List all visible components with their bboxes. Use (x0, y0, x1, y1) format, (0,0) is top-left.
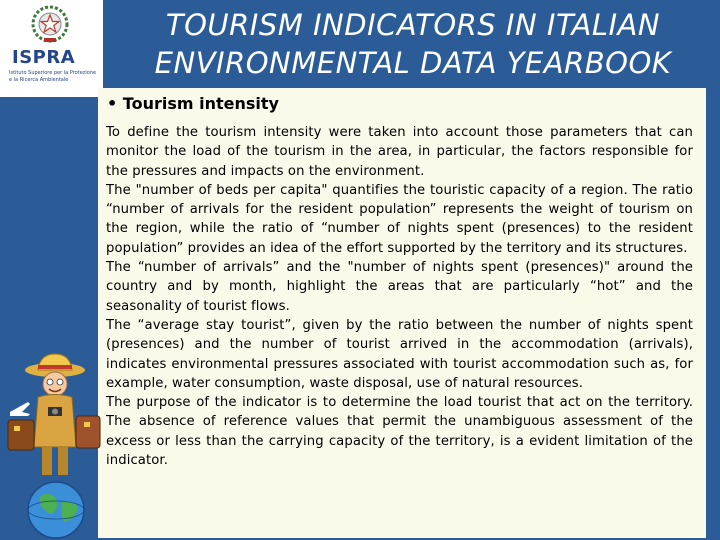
title-line-1: TOURISM INDICATORS IN ITALIAN (165, 8, 661, 42)
airplane-icon (10, 402, 30, 416)
body-text (106, 123, 693, 470)
paragraph-1: To define the tourism intensity were taken into account those parameters that can monitor the load of the tourism in the area, in particular, the factors responsible for the pressures and impacts on the environment. (106, 125, 693, 179)
paragraph-3: The “number of arrivals” and the "number of nights spent (presences)" around the country and by month, highlight the areas that are particularly “hot” and the seasonality of tourist flows. (106, 260, 693, 314)
ispra-tagline: Istituto Superiore per la Protezione e la Ricerca Ambientale (9, 70, 97, 83)
tourist-traveler-clipart-icon (0, 352, 103, 540)
paragraph-4: The “average stay tourist”, given by the ratio between the number of nights spent (presences) and the number of tourist arrived in the accommodation (arrivals), indicates environmental pressures associated with tourist accommodation such as, for example, water consumption, waste disposal, use of natural resources. (106, 317, 693, 391)
ispra-logo-text: ISPRA (12, 47, 76, 68)
paragraph-5: The purpose of the indicator is to determine the load tourist that act on the territory. The absence of reference values that permit the unambiguous assessment of the excess or less than the carrying capacity of the territory, is a evident limitation of the indicator. (106, 395, 693, 469)
italian-republic-emblem-icon (31, 4, 69, 44)
section-subheading: • Tourism intensity (107, 94, 279, 113)
paragraph-2: The "number of beds per capita" quantifies the touristic capacity of a region. The ratio “number of arrivals for the resident population” represents the weight of tourism on the region, while the ratio of “number of nights spent (presences) to the resident population” provides an idea of the effort supported by the territory and its structures. (106, 182, 693, 256)
title-line-2: ENVIRONMENTAL DATA YEARBOOK (154, 46, 672, 80)
ispra-logo (0, 0, 103, 97)
slide-title (108, 6, 718, 82)
